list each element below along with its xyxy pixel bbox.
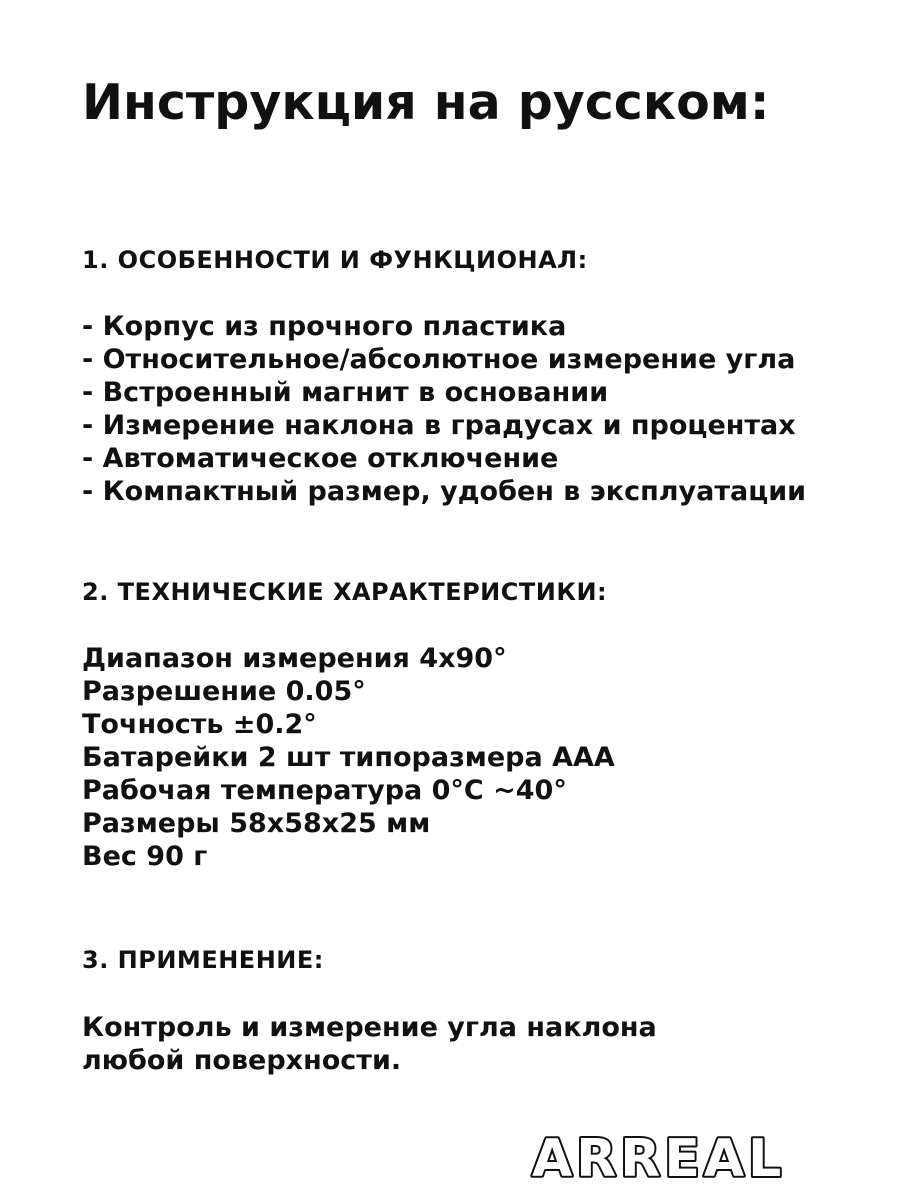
spec-item: Точность ±0.2° (82, 709, 317, 740)
spec-item: Рабочая температура 0°С ~40° (82, 775, 567, 806)
list-item: - Встроенный магнит в основании (82, 377, 609, 408)
brand-logo (528, 1130, 878, 1186)
list-item: - Автоматическое отключение (82, 443, 559, 474)
list-item: - Компактный размер, удобен в эксплуатации (82, 476, 807, 507)
usage-line: любой поверхности. (82, 1045, 402, 1076)
spec-item: Вес 90 г (82, 841, 208, 872)
usage-heading: 3. ПРИМЕНЕНИЕ: (82, 946, 324, 974)
specs-heading: 2. ТЕХНИЧЕСКИЕ ХАРАКТЕРИСТИКИ: (82, 578, 608, 606)
spec-item: Разрешение 0.05° (82, 676, 366, 707)
svg-text:ARREAL: ARREAL (532, 1130, 786, 1186)
features-list (82, 310, 806, 508)
spec-item: Размеры 58х58х25 мм (82, 808, 431, 839)
spec-item: Батарейки 2 шт типоразмера ААА (82, 742, 615, 773)
list-item: - Измерение наклона в градусах и процентах (82, 410, 796, 441)
features-heading: 1. ОСОБЕННОСТИ И ФУНКЦИОНАЛ: (82, 246, 588, 274)
list-item: - Относительное/абсолютное измерение угла (82, 344, 796, 375)
specs-list (82, 642, 615, 873)
list-item: - Корпус из прочного пластика (82, 311, 567, 342)
usage-text (82, 1011, 657, 1077)
spec-item: Диапазон измерения 4х90° (82, 643, 507, 674)
page-title: Инструкция на русском: (82, 74, 770, 131)
usage-line: Контроль и измерение угла наклона (82, 1012, 657, 1043)
